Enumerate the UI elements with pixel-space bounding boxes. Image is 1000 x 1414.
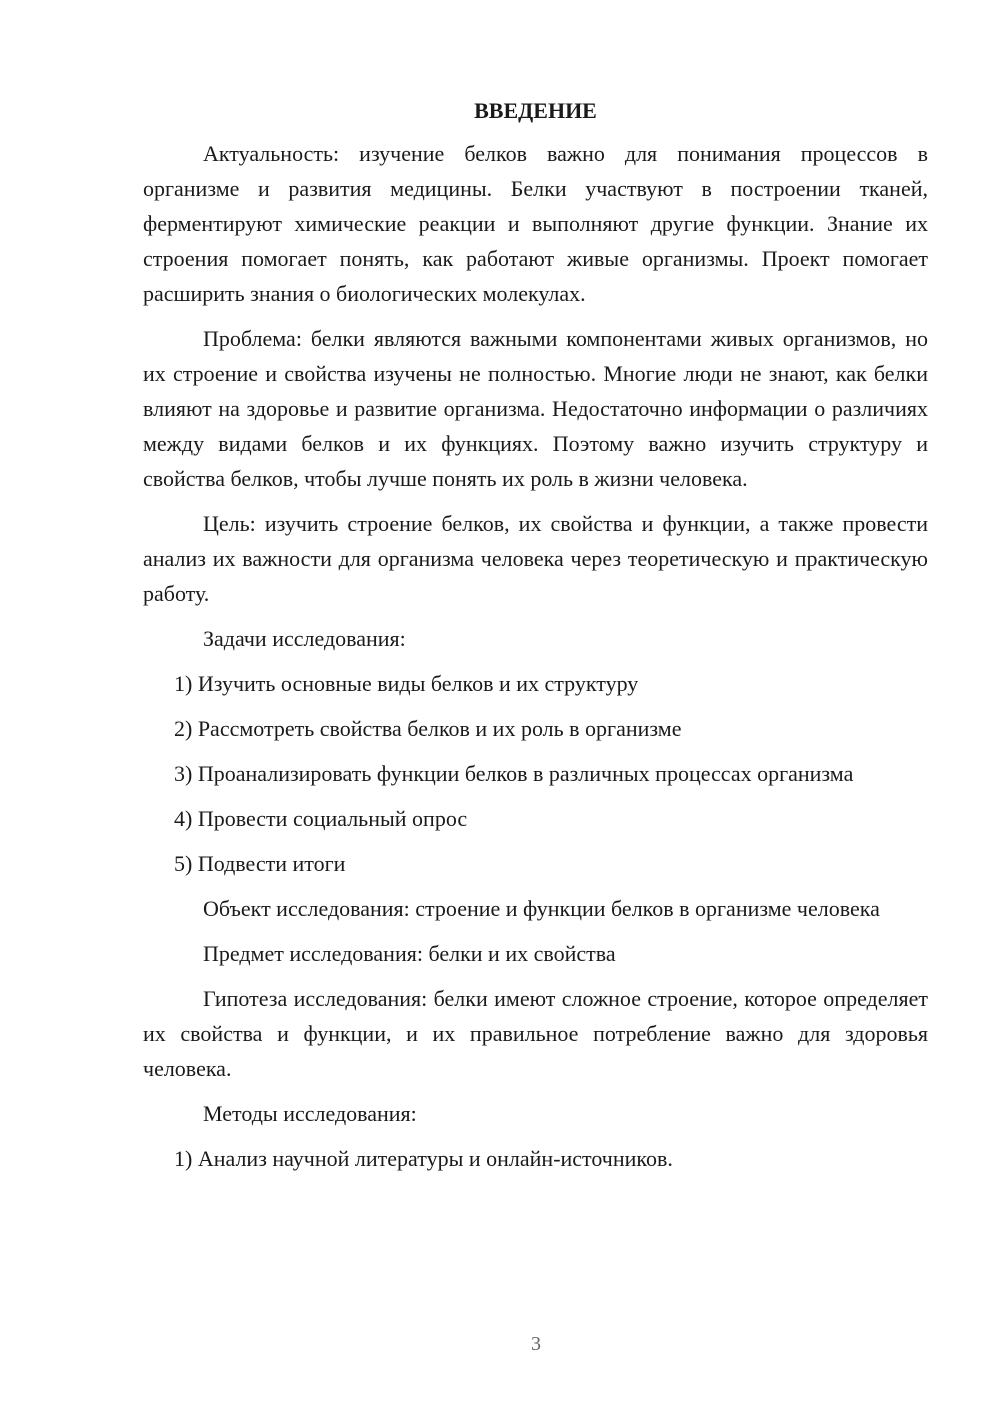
section-title: ВВЕДЕНИЕ [474,98,597,123]
task-item: 3) Проанализировать функции белков в различных процессах организма [174,761,854,786]
task-item: 5) Подвести итоги [174,851,346,876]
subject-paragraph: Предмет исследования: белки и их свойства [203,941,616,966]
hypothesis-paragraph: Гипотеза исследования: белки имеют сложное строение, которое определяет их свойства и функции, и их правильное потребление важно для здоровья человека. [143,986,928,1081]
document-page [143,96,928,1186]
method-item: 1) Анализ научной литературы и онлайн-источников. [174,1146,673,1171]
task-item: 1) Изучить основные виды белков и их структуру [174,671,639,696]
methods-heading: Методы исследования: [203,1101,417,1126]
problem-paragraph: Проблема: белки являются важными компонентами живых организмов, но их строение и свойства изучены не полностью. Многие люди не знают, как белки влияют на здоровье и развитие организма. Недостаточно информации о различиях между видами белков и их функциях. Поэтому важно изучить структуру и свойства белков, чтобы лучше понять их роль в жизни человека. [143,326,928,491]
goal-paragraph: Цель: изучить строение белков, их свойства и функции, а также провести анализ их важности для организма человека через теоретическую и практическую работу. [143,511,928,606]
page-number: 3 [531,1333,541,1355]
task-item: 4) Провести социальный опрос [174,806,468,831]
relevance-paragraph: Актуальность: изучение белков важно для понимания процессов в организме и развития медицины. Белки участвуют в построении тканей, ферментируют химические реакции и выполняют другие функции. Знание их строения помогает понять, как работают живые организмы. Проект помогает расширить знания о биологических молекулах. [143,141,928,306]
tasks-heading: Задачи исследования: [203,626,406,651]
task-item: 2) Рассмотреть свойства белков и их роль в организме [174,716,682,741]
object-paragraph: Объект исследования: строение и функции белков в организме человека [203,896,880,921]
